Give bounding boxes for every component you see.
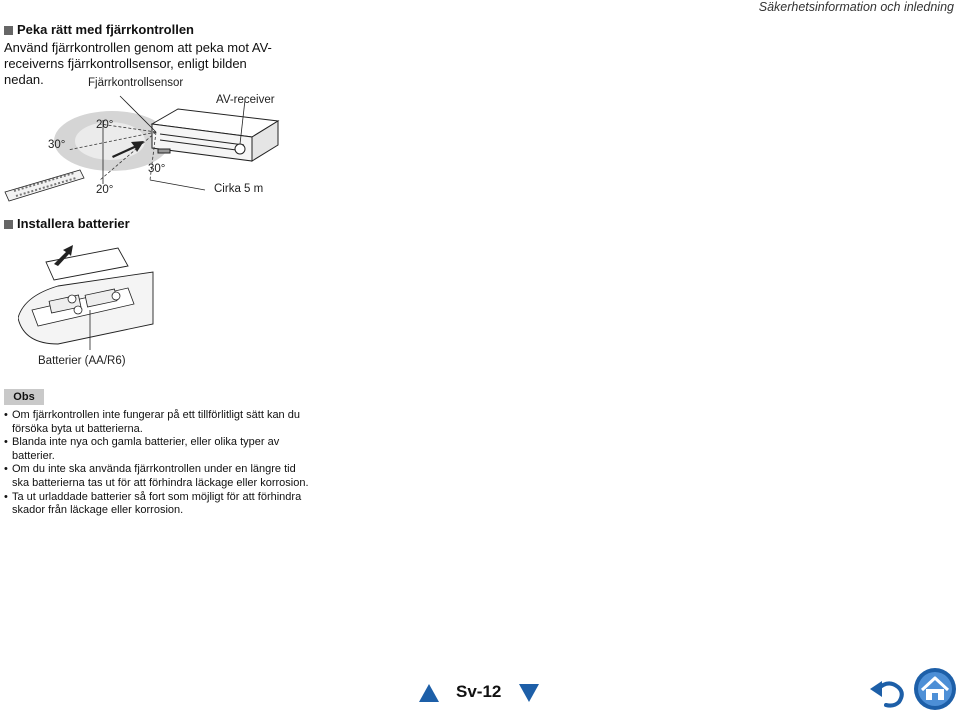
triangle-up-icon [419, 684, 439, 702]
triangle-down-icon [519, 684, 539, 702]
chapter-header: Säkerhetsinformation och inledning [758, 0, 954, 14]
label-angle-20-bottom: 20° [96, 184, 114, 196]
aim-body-text: Använd fjärrkontrollen genom att peka mot AV-receiverns fjärrkontrollsensor, enligt bilden nedan. [4, 40, 272, 87]
obs-notes-list [4, 409, 309, 518]
home-button[interactable] [912, 667, 958, 711]
section-title-aim [4, 22, 194, 38]
previous-page-button[interactable] [418, 683, 440, 703]
label-receiver: AV-receiver [216, 94, 275, 106]
bullet-square-icon [4, 26, 13, 35]
remote-control-drawing [5, 170, 84, 201]
section-title-batteries-text: Installera batterier [17, 216, 130, 231]
label-distance: Cirka 5 m [214, 183, 264, 195]
label-angle-20-top: 20° [96, 119, 114, 131]
label-batteries: Batterier (AA/R6) [38, 355, 126, 367]
list-item: • Blanda inte nya och gamla batterier, eller olika typer av batterier. [4, 436, 309, 463]
list-item: • Om fjärrkontrollen inte fungerar på ett tillförlitligt sätt kan du försöka byta ut batterierna. [4, 409, 309, 436]
list-item: • Om du inte ska använda fjärrkontrollen under en längre tid ska batterierna tas ut för att förhindra läckage eller korrosion. [4, 463, 309, 490]
section-title-batteries [4, 216, 130, 232]
next-page-button[interactable] [518, 683, 540, 703]
obs-badge: Obs [4, 389, 44, 405]
section-title-aim-text: Peka rätt med fjärrkontrollen [17, 22, 194, 37]
page-number: Sv-12 [456, 682, 502, 701]
label-angle-30-right: 30° [148, 163, 166, 175]
bullet-square-icon [4, 220, 13, 229]
label-angle-30-left: 30° [48, 139, 66, 151]
list-item: • Ta ut urladdade batterier så fort som möjligt för att förhindra skador från läckage eller korrosion. [4, 491, 309, 518]
av-receiver-drawing [152, 109, 278, 161]
battery-install-diagram [18, 240, 158, 350]
distance-line [150, 180, 205, 190]
back-button[interactable] [868, 675, 908, 709]
label-sensor: Fjärrkontrollsensor [88, 77, 184, 89]
